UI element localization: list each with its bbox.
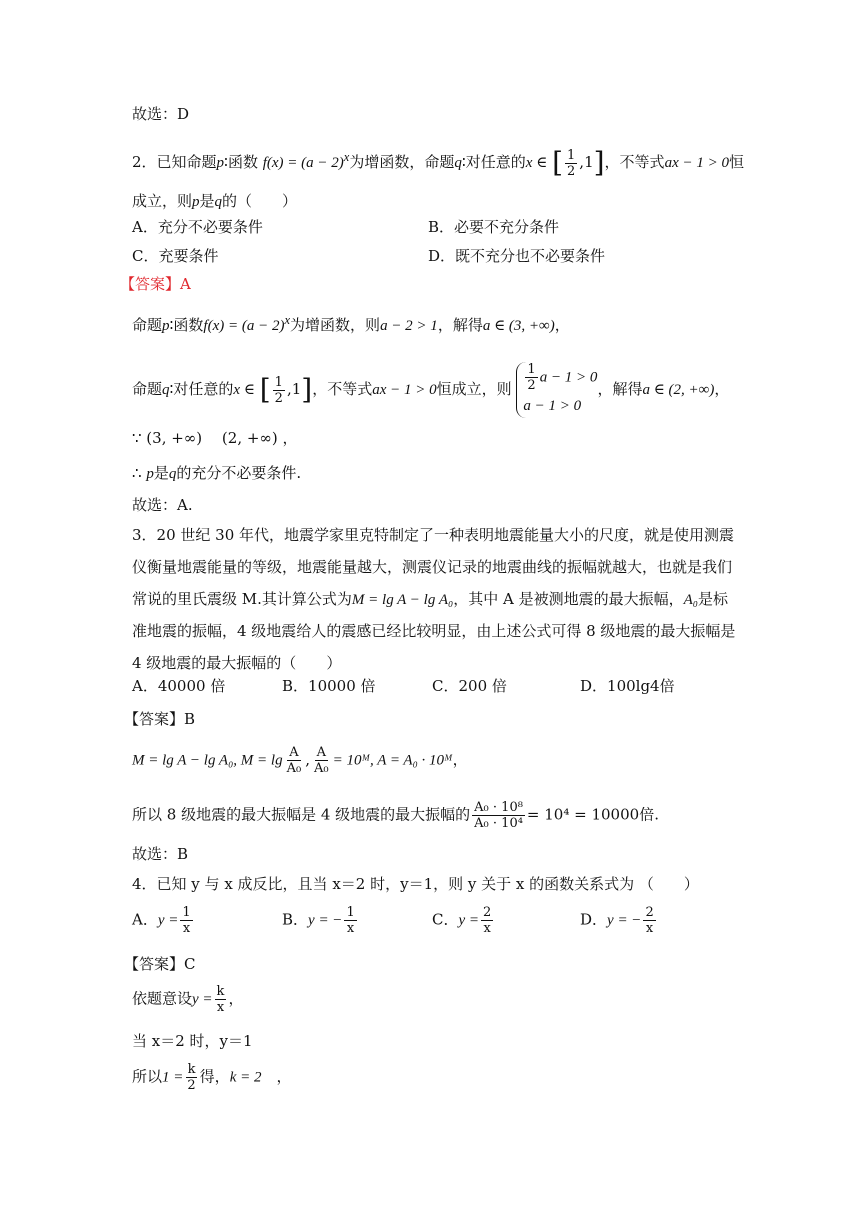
q2-inequality-system: $\frac{1}{2}$ a − 1 > 0 a − 1 > 0 bbox=[516, 362, 597, 418]
q2-stem-line2: 成立，则p是q的（ ） bbox=[132, 192, 298, 210]
q3-stem-line2: 仪衡量地震能量的等级，地震能量越大，测震仪记录的地震曲线的振幅就越大，也就是我们 bbox=[132, 558, 733, 576]
q3-solution-line1: M = lg A − lg A₀, M = lg $\frac{A}{\text{A₀}}$ , $\frac{A}{\text{A₀}}$ = 10ᴹ, A = A₀ · 10ᴹ， bbox=[132, 745, 468, 776]
q3-final: 故选：B bbox=[132, 845, 189, 863]
q3-option-a: A．40000 倍 bbox=[132, 677, 226, 695]
q2-final: 故选：A. bbox=[132, 496, 193, 514]
q4-option-b: B．y = − $\frac{1}{x}$ bbox=[282, 905, 355, 936]
q2-solution-line2: 命题q∶对任意的x ∈ [ $\frac{1}{2}$ ,1]，不等式ax − 1 > 0恒成立，则 $\frac{1}{2}$ a − 1 > 0 a − 1 > 0 ，解得a ∈ (2, +∞)， bbox=[132, 362, 729, 418]
q3-stem-line5: 4 级地震的最大振幅的（ ） bbox=[132, 654, 342, 672]
q3-option-b: B．10000 倍 bbox=[282, 677, 376, 695]
q4-option-d: D．y = − $\frac{2}{x}$ bbox=[580, 905, 654, 936]
q2-stem-line1: 2．已知命题p∶函数 $f(x) = (a - 2)^x$为增函数，命题q∶对任意的x ∈ [ $\frac{1}{2}$ ,1]，不等式ax − 1 > 0恒 bbox=[132, 146, 744, 179]
q4-answer-tag: 【答案】C bbox=[124, 955, 196, 973]
q2-solution-line1: 命题p∶函数$f(x) = (a - 2)^x$为增函数，则a − 2 > 1，解得a ∈ (3, +∞)， bbox=[132, 313, 570, 334]
q3-stem-line3: 常说的里氏震级 M.其计算公式为M = lg A − lg A₀，其中 A 是被测地震的最大振幅，A₀是标 bbox=[132, 590, 728, 608]
q2-option-c: C．充要条件 bbox=[132, 247, 219, 265]
q4-solution-line2: 当 x＝2 时，y＝1 bbox=[132, 1032, 253, 1050]
q2-answer-tag: 【答案】A bbox=[120, 275, 191, 293]
q4-option-a: A．y = $\frac{1}{x}$ bbox=[132, 905, 191, 936]
q2-option-a: A．充分不必要条件 bbox=[132, 218, 263, 236]
q3-stem-line4: 准地震的振幅，4 级地震给人的震感已经比较明显，由上述公式可得 8 级地震的最大振幅是 bbox=[132, 622, 736, 640]
q3-solution-line2: 所以 8 级地震的最大振幅是 4 级地震的最大振幅的 $\frac{\text{A₀ · 10⁸}}{\text{A₀ · 10⁴}}$ = 10⁴ = 10000倍. bbox=[132, 800, 659, 831]
q4-solution-line1: 依题意设y = $\frac{k}{x}$ ， bbox=[132, 984, 244, 1015]
q4-option-c: C．y = $\frac{2}{x}$ bbox=[432, 905, 492, 936]
q2-solution-line3: ∵ (3, +∞) (2, +∞) ， bbox=[132, 429, 298, 447]
q4-stem: 4．已知 y 与 x 成反比，且当 x＝2 时，y＝1，则 y 关于 x 的函数关系式为 （ ） bbox=[132, 875, 699, 893]
q4-solution-line3: 所以1 = $\frac{k}{2}$ 得，k = 2 ， bbox=[132, 1062, 292, 1093]
q3-answer-tag: 【答案】B bbox=[124, 710, 196, 728]
q2-option-d: D．既不充分也不必要条件 bbox=[428, 247, 606, 265]
q3-option-d: D．100lg4倍 bbox=[580, 677, 675, 695]
q1-answer-line: 故选：D bbox=[132, 105, 190, 123]
q3-option-c: C．200 倍 bbox=[432, 677, 507, 695]
q2-option-b: B．必要不充分条件 bbox=[428, 218, 560, 236]
q3-stem-line1: 3．20 世纪 30 年代，地震学家里克特制定了一种表明地震能量大小的尺度，就是使用测震 bbox=[132, 526, 735, 544]
q2-solution-line4: ∴ p是q的充分不必要条件. bbox=[132, 464, 302, 482]
